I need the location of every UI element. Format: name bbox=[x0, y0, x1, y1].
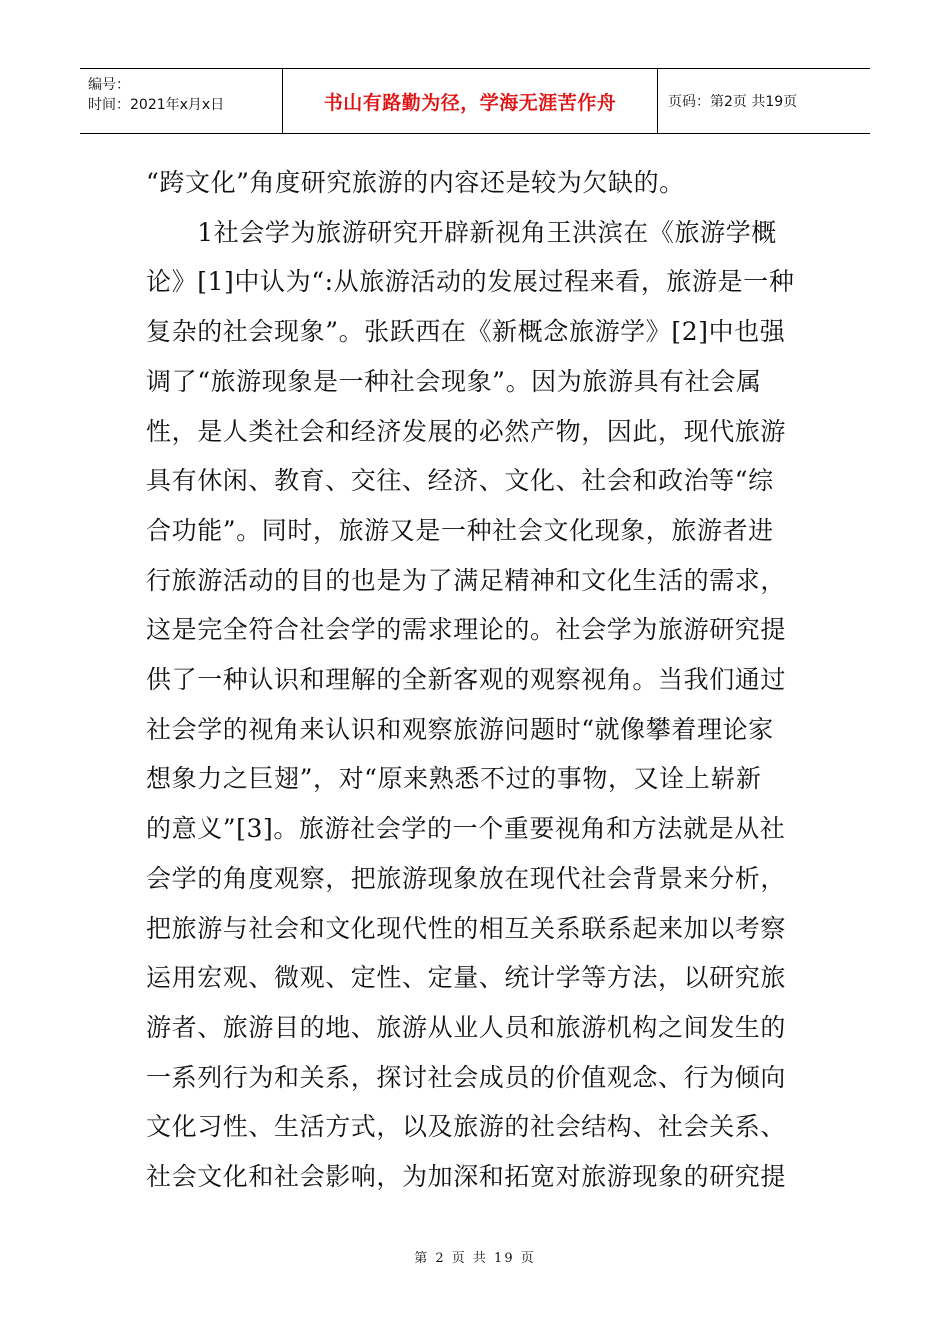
body-line: 一系列行为和关系，探讨社会成员的价值观念、行为倾向 bbox=[146, 1062, 787, 1092]
body-line: 想象力之巨翅”，对“原来熟悉不过的事物，又诠上崭新 bbox=[146, 764, 762, 794]
body-line: 这是完全符合社会学的需求理论的。社会学为旅游研究提 bbox=[146, 615, 787, 645]
header-page-number: 页码：第2页 共19页 bbox=[668, 94, 798, 110]
body-line: 具有休闲、教育、交往、经济、文化、社会和政治等“综 bbox=[146, 466, 774, 496]
body-line: 的意义”[3]。旅游社会学的一个重要视角和方法就是从社 bbox=[146, 814, 786, 844]
body-line: 性，是人类社会和经济发展的必然产物，因此，现代旅游 bbox=[146, 416, 787, 446]
body-line: 复杂的社会现象”。张跃西在《新概念旅游学》[2]中也强 bbox=[146, 317, 786, 347]
body-line: “跨文化”角度研究旅游的内容还是较为欠缺的。 bbox=[146, 168, 685, 197]
body-line: 游者、旅游目的地、旅游从业人员和旅游机构之间发生的 bbox=[146, 1012, 787, 1042]
body-line: 调了“旅游现象是一种社会现象”。因为旅游具有社会属 bbox=[146, 366, 762, 396]
body-line: 1社会学为旅游研究开辟新视角王洪滨在《旅游学概 bbox=[146, 217, 777, 247]
body-line: 合功能”。同时，旅游又是一种社会文化现象，旅游者进 bbox=[146, 515, 774, 545]
header-motto: 书山有路勤为径，学海无涯苦作舟 bbox=[283, 69, 658, 133]
body-line: 运用宏观、微观、定性、定量、统计学等方法，以研究旅 bbox=[146, 963, 787, 993]
body-line: 社会学的视角来认识和观察旅游问题时“就像攀着理论家 bbox=[146, 714, 774, 744]
body-line: 行旅游活动的目的也是为了满足精神和文化生活的需求， bbox=[146, 565, 787, 595]
page-footer: 第 2 页 共 19 页 bbox=[414, 1251, 536, 1266]
header-meta bbox=[80, 69, 283, 133]
document-date-label: 时间：2021年x月x日 bbox=[88, 97, 225, 113]
page-header bbox=[80, 68, 870, 134]
document-body bbox=[146, 158, 806, 1202]
body-line: 会学的角度观察，把旅游现象放在现代社会背景来分析， bbox=[146, 863, 787, 893]
body-line: 供了一种认识和理解的全新客观的观察视角。当我们通过 bbox=[146, 665, 787, 695]
body-line: 文化习性、生活方式，以及旅游的社会结构、社会关系、 bbox=[146, 1112, 787, 1142]
body-line: 把旅游与社会和文化现代性的相互关系联系起来加以考察 bbox=[146, 913, 787, 943]
document-number-label: 编号： bbox=[88, 77, 130, 93]
body-line: 社会文化和社会影响，为加深和拓宽对旅游现象的研究提 bbox=[146, 1162, 787, 1192]
body-line: 论》[1]中认为“:从旅游活动的发展过程来看，旅游是一种 bbox=[146, 267, 795, 297]
